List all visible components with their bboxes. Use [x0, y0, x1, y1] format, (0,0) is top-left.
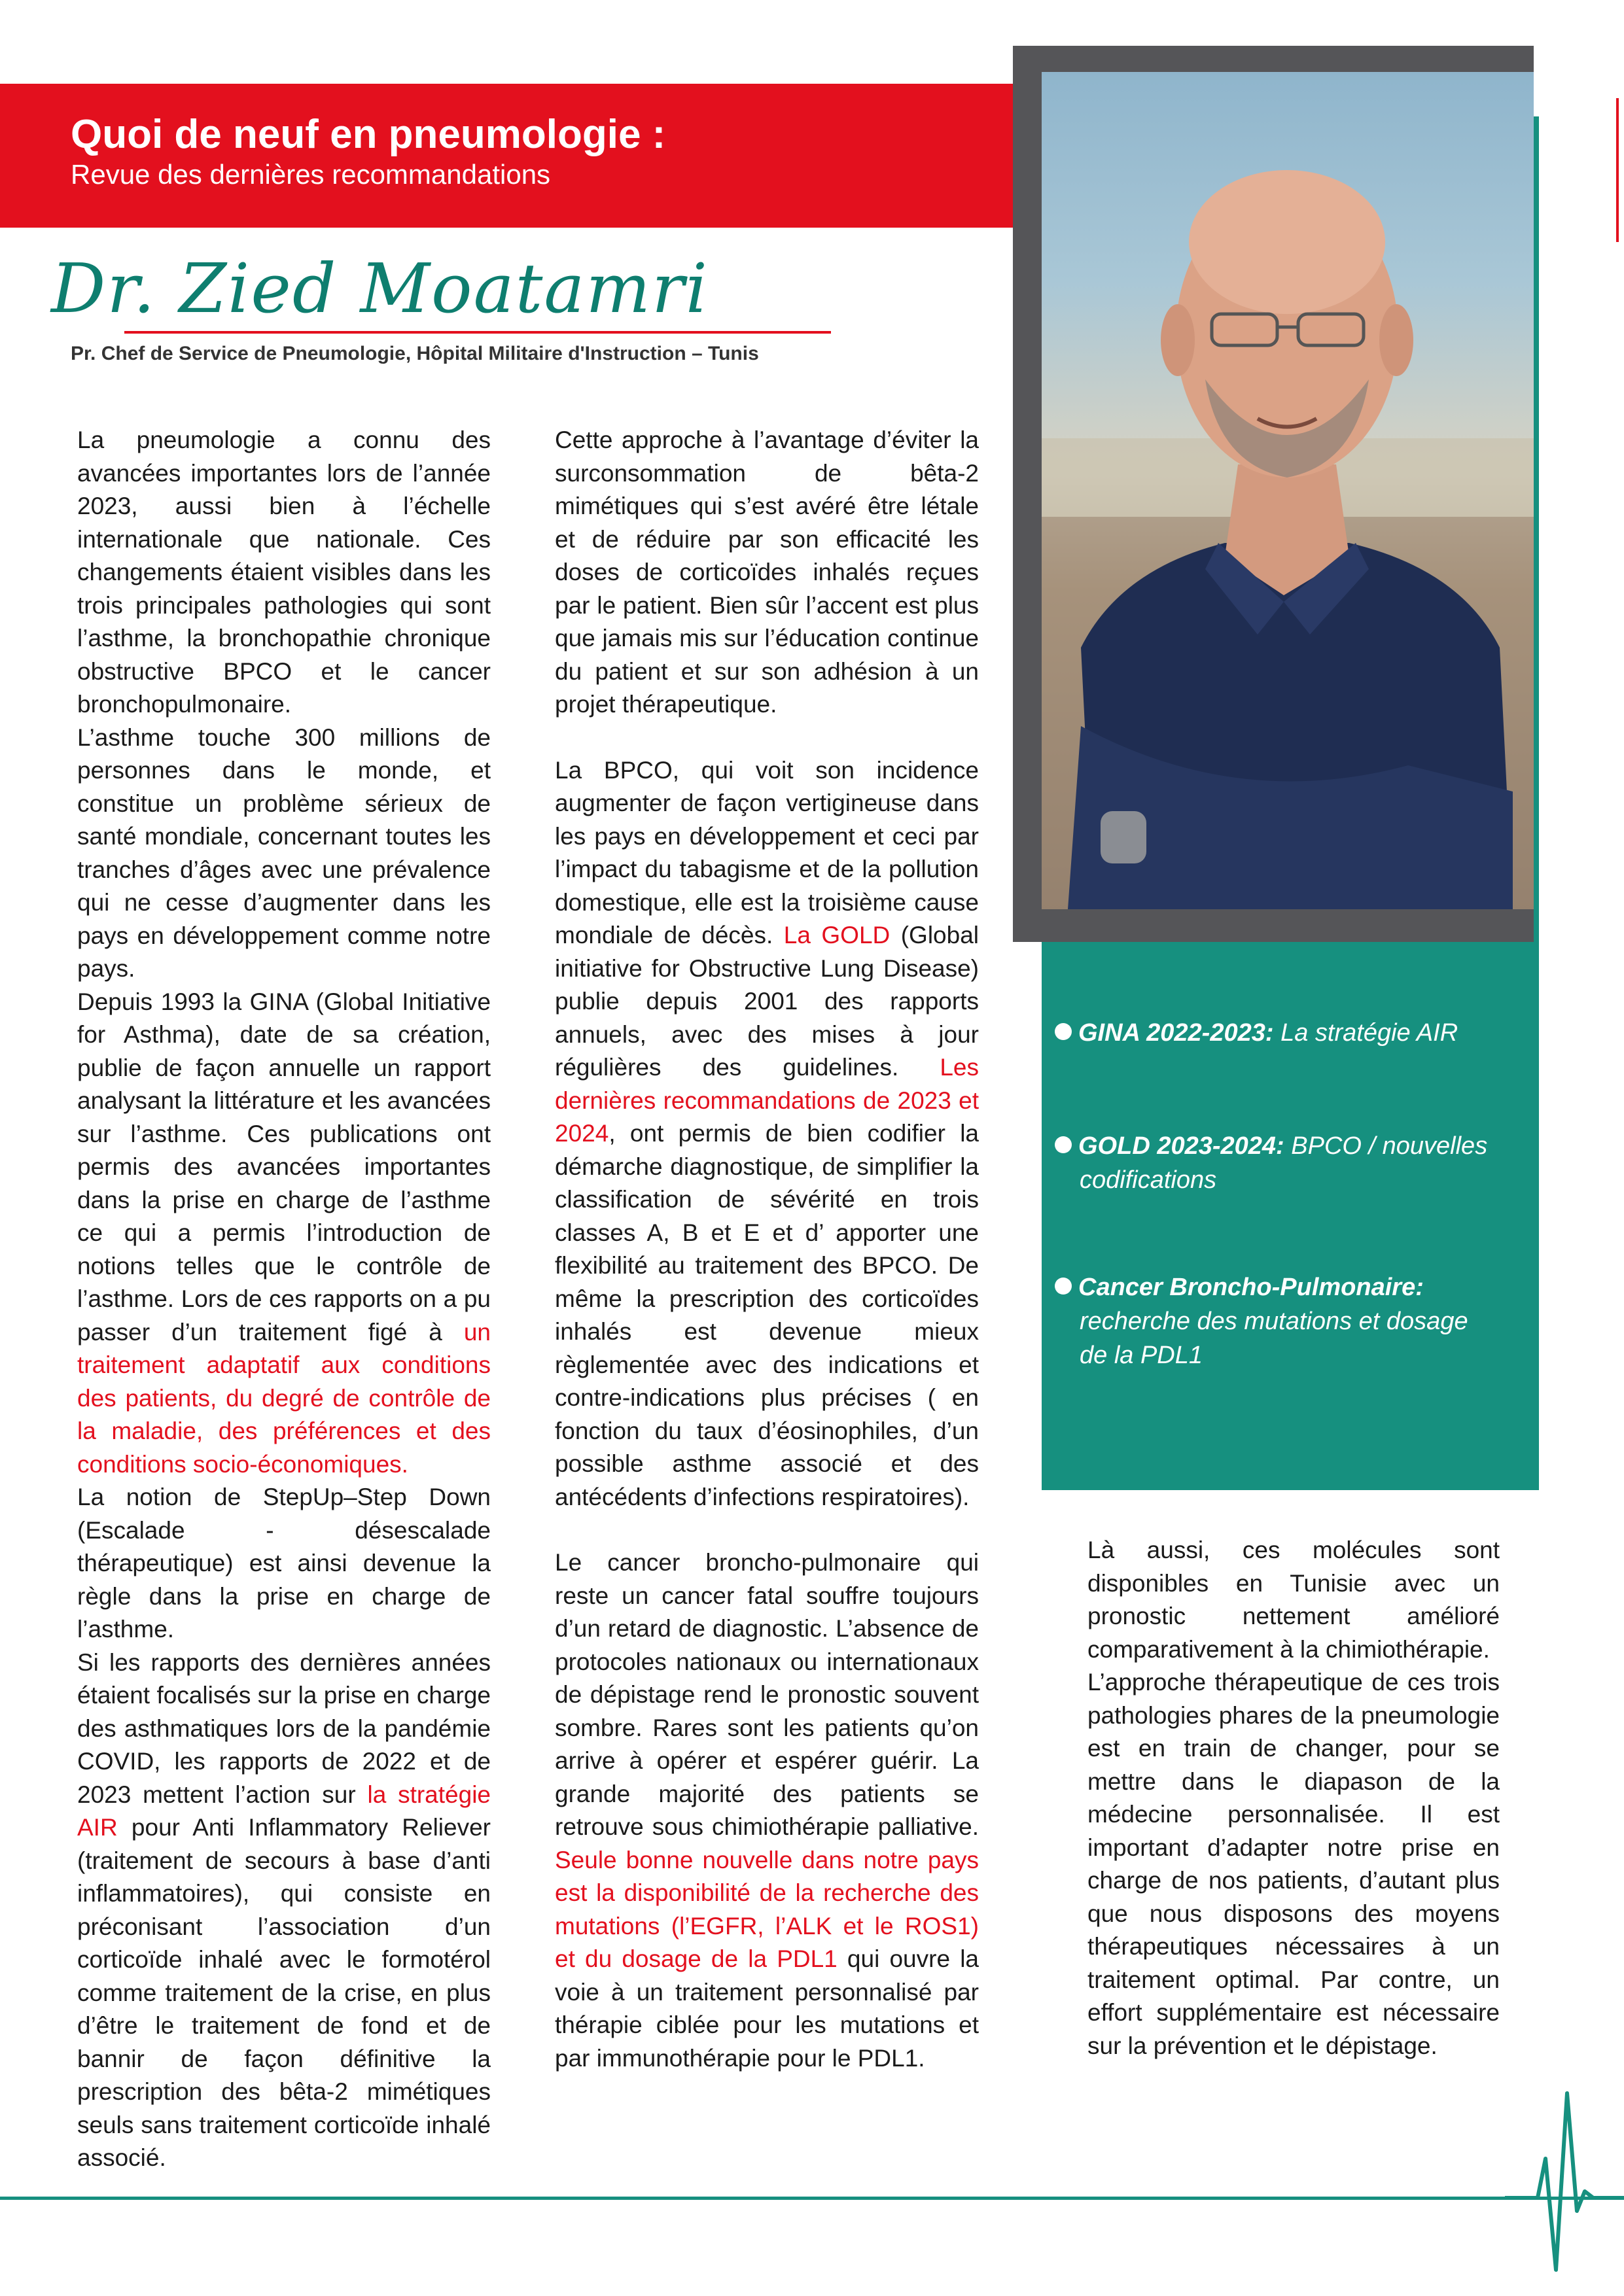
right-edge-accent — [1616, 98, 1619, 242]
highlight-gina — [1055, 1016, 1513, 1050]
col1-paragraph-1: La pneumologie a connu des avancées importantes lors de l’année 2023, aussi bien à l’échelle internationale que nationale. Ces changements étaient visibles dans les trois principales pathologies qui sont l’asthme, la bronchopathie chronique obstructive BPCO et le cancer bronchopulmonaire. — [77, 426, 491, 718]
col1-p5-highlight: la stratégie AIR — [77, 1781, 491, 1841]
bullet-icon — [1055, 1136, 1072, 1153]
col2-p2-text-b: (Global initiative for Obstructive Lung Disease) publie depuis 2001 des rapports annuels, avec des mises à jour régulières des guidelines. — [555, 922, 979, 1081]
col1-p3-highlight: un traitement adaptatif aux conditions des patients, du degré de contrôle de la maladie, des préférences et des conditions socio-économiques. — [77, 1318, 491, 1478]
highlight-cancer-text-2: recherche des mutations et dosage — [1080, 1308, 1468, 1335]
page-subtitle: Revue des dernières recommandations — [71, 159, 551, 190]
article-column-1 — [77, 424, 491, 2175]
highlight-gold-text-2: codifications — [1080, 1166, 1217, 1194]
col2-paragraph-1: Cette approche à l’avantage d’éviter la surconsommation de bêta-2 mimétiques qui s’est avéré être létale et de réduire par son efficacité les doses de corticoïdes inhalés reçues par le patient. Bien sûr l’accent est plus que jamais mis sur l’éducation continue du patient et sur son adhésion à un projet thérapeutique. — [555, 426, 979, 718]
col2-p3-text-a: Le cancer broncho-pulmonaire qui reste un cancer fatal souffre toujours d’un retard de diagnostic. L’absence de protocoles nationaux ou internationaux de dépistage rend le pronostic souvent sombre. Rares sont les patients qu’on arrive à opérer et espérer guérir. La grande majorité des patients se retrouve sous chimiothérapie palliative. — [555, 1549, 979, 1840]
col1-p5-text-b: pour Anti Inflammatory Reliever (traitement de secours à base d’anti inflammatoires), qui consiste en préconisant l’association d’un corticoïde inhalé avec le formotérol comme traitement de la crise, en plus d’être le traitement de fond et de bannir de façon définitive la prescription des bêta-2 mimétiques seuls sans traitement corticoïde inhalé associé. — [77, 1814, 491, 2171]
highlight-gina-text: La stratégie AIR — [1273, 1019, 1458, 1047]
highlight-gold — [1055, 1129, 1513, 1197]
highlight-gold-text: BPCO / nouvelles — [1284, 1132, 1488, 1160]
col1-p3-text: Depuis 1993 la GINA (Global Initiative for Asthma), date de sa création, publie de façon annuelle un rapport analysant la littérature et les avancées sur l’asthme. Ces publications ont permis des avancées importantes dans la prise en charge de l’asthme ce qui a permis l’introduction de notions telles que le contrôle de l’asthme. Lors de ces rapports on a pu passer d’un traitement figé à — [77, 988, 491, 1346]
col2-p2-highlight-gold: La GOLD — [783, 922, 891, 948]
portrait-illustration — [1042, 72, 1534, 909]
highlight-cancer-text-3: de la PDL1 — [1080, 1342, 1203, 1369]
highlight-cancer-title: Cancer Broncho-Pulmonaire: — [1078, 1274, 1424, 1301]
highlight-gold-title: GOLD 2023-2024: — [1078, 1132, 1284, 1160]
col2-p3-text-b: qui ouvre la voie à un traitement personnalisé par thérapie ciblée pour les mutations et par immunothérapie pour le PDL1. — [555, 1945, 979, 2072]
col2-paragraph-2 — [555, 754, 979, 1514]
col1-paragraph-3 — [77, 986, 491, 1482]
col3-paragraph-2: L’approche thérapeutique de ces trois pathologies phares de la pneumologie est en train de changer, pour se mettre dans le diapason de la médecine personnalisée. Il est important d’adapter notre prise en charge de nos patients, d’autant plus que nous disposons des moyens thérapeutiques nécessaires à un traitement optimal. Par contre, un effort supplémentaire est nécessaire sur la prévention et le dépistage. — [1087, 1669, 1500, 2059]
col2-paragraph-3 — [555, 1546, 979, 2075]
col2-p2-text-c: , ont permis de bien codifier la démarche diagnostique, de simplifier la classification de sévérité en trois classes A, B et E et d’ apporter une flexibilité au traitement des BPCO. De même la prescription des corticoïdes inhalés est devenue mieux règlementée avec des indications et contre-indications plus précises ( en fonction du taux d’éosinophiles, d’un possible asthme associé et des antécédents d’infections respiratoires). — [555, 1120, 979, 1510]
author-signature: Dr. Zied Moatamri — [51, 249, 709, 328]
highlight-gina-title: GINA 2022-2023: — [1078, 1019, 1274, 1047]
article-column-2 — [555, 424, 979, 2075]
col2-p3-highlight: Seule bonne nouvelle dans notre pays est la disponibilité de la recherche des mutations (l’EGFR, l’ALK et le ROS1) et du dosage de la PDL1 — [555, 1846, 979, 1972]
page-title: Quoi de neuf en pneumologie : — [71, 112, 666, 157]
author-photo — [1042, 72, 1534, 909]
article-column-3 — [1087, 1534, 1500, 2062]
col1-p5-text-a: Si les rapports des dernières années étaient focalisés sur la prise en charge des asthmatiques lors de la pandémie COVID, les rapports de 2022 et de 2023 mettent l’action sur — [77, 1648, 491, 1808]
paragraph-gap — [555, 1514, 979, 1546]
author-underline — [124, 331, 831, 334]
author-affiliation: Pr. Chef de Service de Pneumologie, Hôpital Militaire d'Instruction – Tunis — [71, 343, 759, 364]
paragraph-gap — [555, 722, 979, 754]
footer-line — [0, 2197, 1624, 2200]
col1-paragraph-4: La notion de StepUp–Step Down (Escalade - désescalade thérapeutique) est ainsi devenue la règle dans la prise en charge de l’asthme. — [77, 1484, 491, 1643]
col2-p2-text-a: La BPCO, qui voit son incidence augmenter de façon vertigineuse dans les pays en développement et ceci par l’impact du tabagisme et de la pollution domestique, elle est la troisième cause mondiale de décès. — [555, 756, 979, 948]
bullet-icon — [1055, 1278, 1072, 1295]
col3-paragraph-1: Là aussi, ces molécules sont disponibles en Tunisie avec un pronostic nettement amélioré comparativement à la chimiothérapie. — [1087, 1537, 1500, 1663]
col2-p2-highlight-reco: Les dernières recommandations de 2023 et 2024 — [555, 1054, 979, 1147]
bullet-icon — [1055, 1023, 1072, 1040]
col1-paragraph-5 — [77, 1646, 491, 2175]
heartbeat-pulse-icon — [1505, 2080, 1624, 2296]
col1-paragraph-2: L’asthme touche 300 millions de personnes dans le monde, et constitue un problème sérieux de santé mondiale, concernant toutes les tranches d’âges avec une prévalence qui ne cesse d’augmenter dans les pays en développement comme notre pays. — [77, 723, 491, 982]
highlight-cancer — [1055, 1270, 1513, 1372]
